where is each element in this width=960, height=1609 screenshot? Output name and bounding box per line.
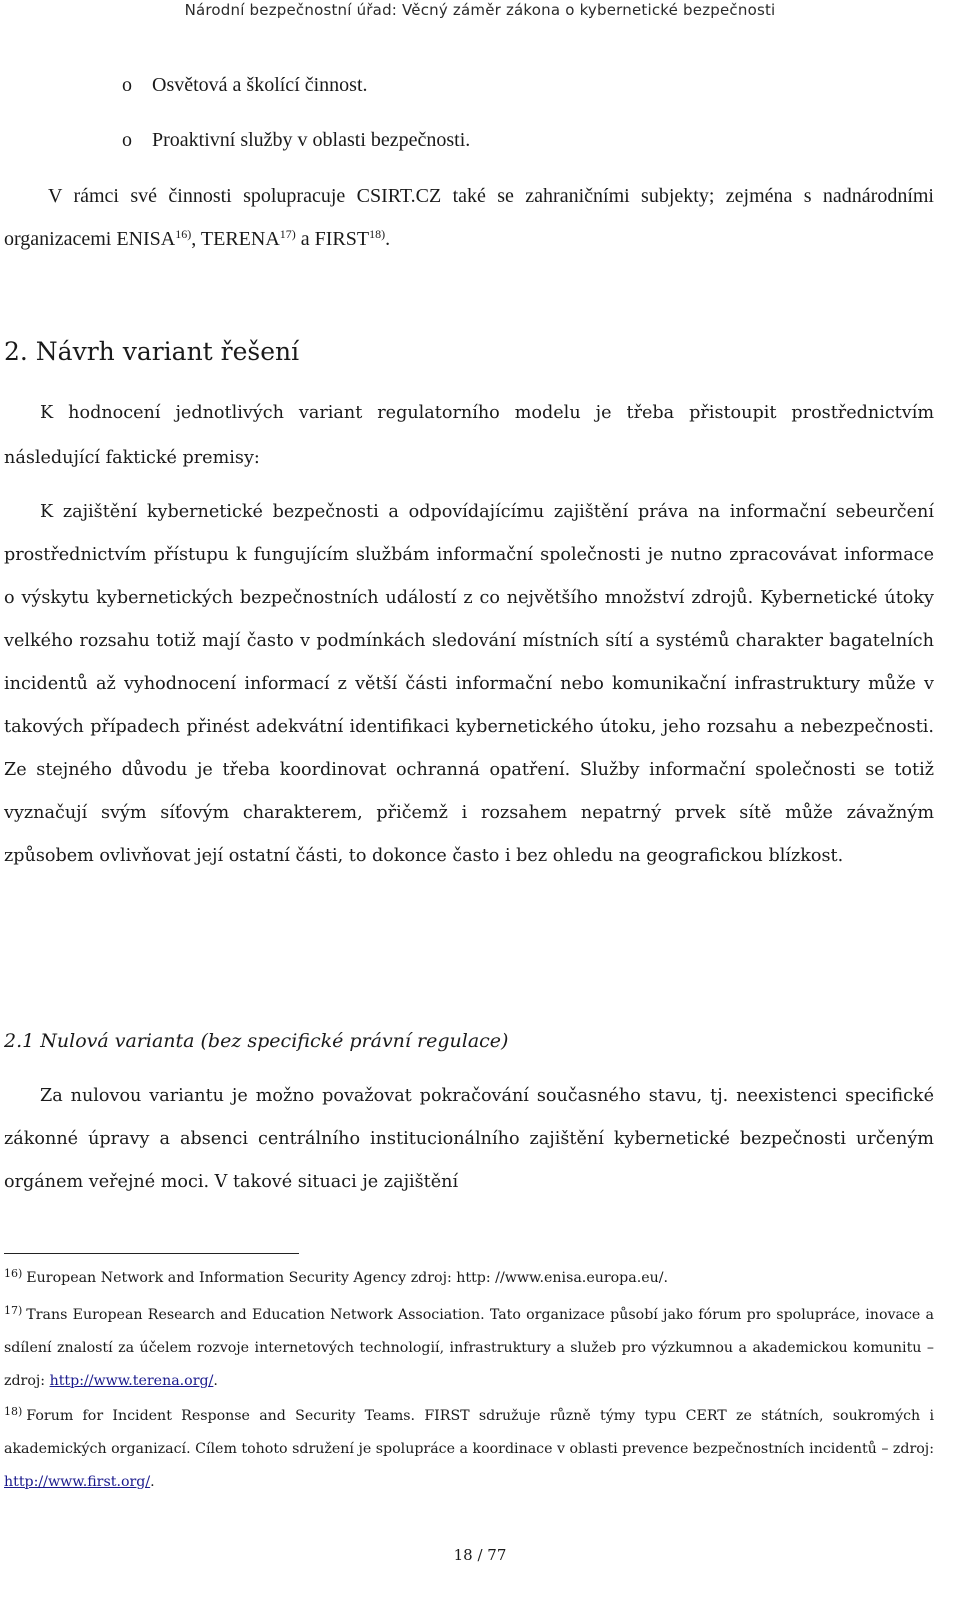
footnote-text: . — [213, 1373, 218, 1389]
footnote-16 — [4, 1262, 934, 1295]
bullet-item — [122, 127, 470, 153]
footnote-number: 17) — [4, 1304, 23, 1317]
footnote-number: 16) — [4, 1267, 23, 1280]
footnote-text: . — [150, 1474, 155, 1490]
footnote-text: Trans European Research and Education Network Association. Tato organizace působí jako fórum pro spolupráce, inovace a sdílení znalostí za účelem rozvoje internetových technologií, infrastruktury a služeb pro výzkumnou a akademickou komunitu – zdroj: — [4, 1307, 934, 1389]
bullet-marker: o — [122, 74, 132, 96]
bullet-text: Osvětová a školící činnost. — [152, 74, 368, 96]
footnote-ref[interactable]: 17) — [279, 227, 296, 241]
cert-cooperation-paragraph — [4, 175, 934, 261]
footnote-link[interactable]: http://www.first.org/ — [4, 1474, 151, 1490]
subsection-text: Za nulovou variantu je možno považovat pokračování současného stavu, tj. neexistenci specifické zákonné úpravy a absenci centrálního institucionálního zajištění kybernetické bezpečnosti určeným orgánem veřejné moci. V takové situaci je zajištění — [4, 1086, 934, 1192]
page-number: 18 / 77 — [453, 1546, 507, 1564]
section-heading: 2. Návrh variant řešení — [4, 337, 300, 366]
footnote-17 — [4, 1299, 934, 1398]
footnote-text: Forum for Incident Response and Security Teams. FIRST sdružuje různě týmy typu CERT ze státních, soukromých i akademických organizací. Cílem tohoto sdružení je spolupráce a koordinace v oblasti prevence bezpečnostních incidentů – zdroj: — [4, 1408, 934, 1457]
footnote-link[interactable]: http://www.terena.org/ — [49, 1373, 214, 1389]
section-intro: K hodnocení jednotlivých variant regulatorního modelu je třeba přistoupit prostřednictvím následující faktické premisy: — [4, 403, 934, 468]
bullet-item — [122, 72, 368, 98]
paragraph-text: . — [385, 228, 391, 250]
footnote-number: 18) — [4, 1405, 23, 1418]
bullet-text: Proaktivní služby v oblasti bezpečnosti. — [152, 129, 471, 151]
paragraph-text: a FIRST — [295, 228, 370, 250]
subsection-heading: 2.1 Nulová varianta (bez specifické právní regulace) — [4, 1030, 509, 1052]
footnote-ref[interactable]: 16) — [175, 227, 192, 241]
footnote-ref[interactable]: 18) — [369, 227, 386, 241]
footnote-separator — [4, 1253, 299, 1254]
paragraph-text: V rámci své činnosti spolupracuje CSIRT.CZ také se zahraničními subjekty; zejména s nadnárodními organizacemi ENISA — [4, 185, 934, 250]
section-premise: K zajištění kybernetické bezpečnosti a odpovídajícímu zajištění práva na informační sebeurčení prostřednictvím přístupu k fungujícím službám informační společnosti je nutno zpracovávat informace o výskytu kybernetických bezpečnostních událostí z co největšího množství zdrojů. Kybernetické útoky velkého rozsahu totiž mají často v podmínkách sledování místních sítí a systémů charakter bagatelních incidentů až vyhodnocení informací z větší části informační nebo komunikační infrastruktury může v takových případech přinést adekvátní identifikaci kybernetického útoku, jeho rozsahu a nebezpečnosti. Ze stejného důvodu je třeba koordinovat ochranná opatření. Služby informační společnosti se totiž vyznačují svým síťovým charakterem, přičemž i rozsahem nepatrný prvek sítě může závažným způsobem ovlivňovat její ostatní části, to dokonce často i bez ohledu na geografickou blízkost. — [4, 502, 934, 866]
footnote-text: European Network and Information Security Agency zdroj: http: //www.enisa.europa.eu/. — [26, 1270, 669, 1286]
bullet-marker: o — [122, 129, 132, 151]
running-header: Národní bezpečnostní úřad: Věcný záměr zákona o kybernetické bezpečnosti — [184, 1, 776, 19]
paragraph-text: , TERENA — [191, 228, 280, 250]
footnote-18 — [4, 1400, 934, 1499]
